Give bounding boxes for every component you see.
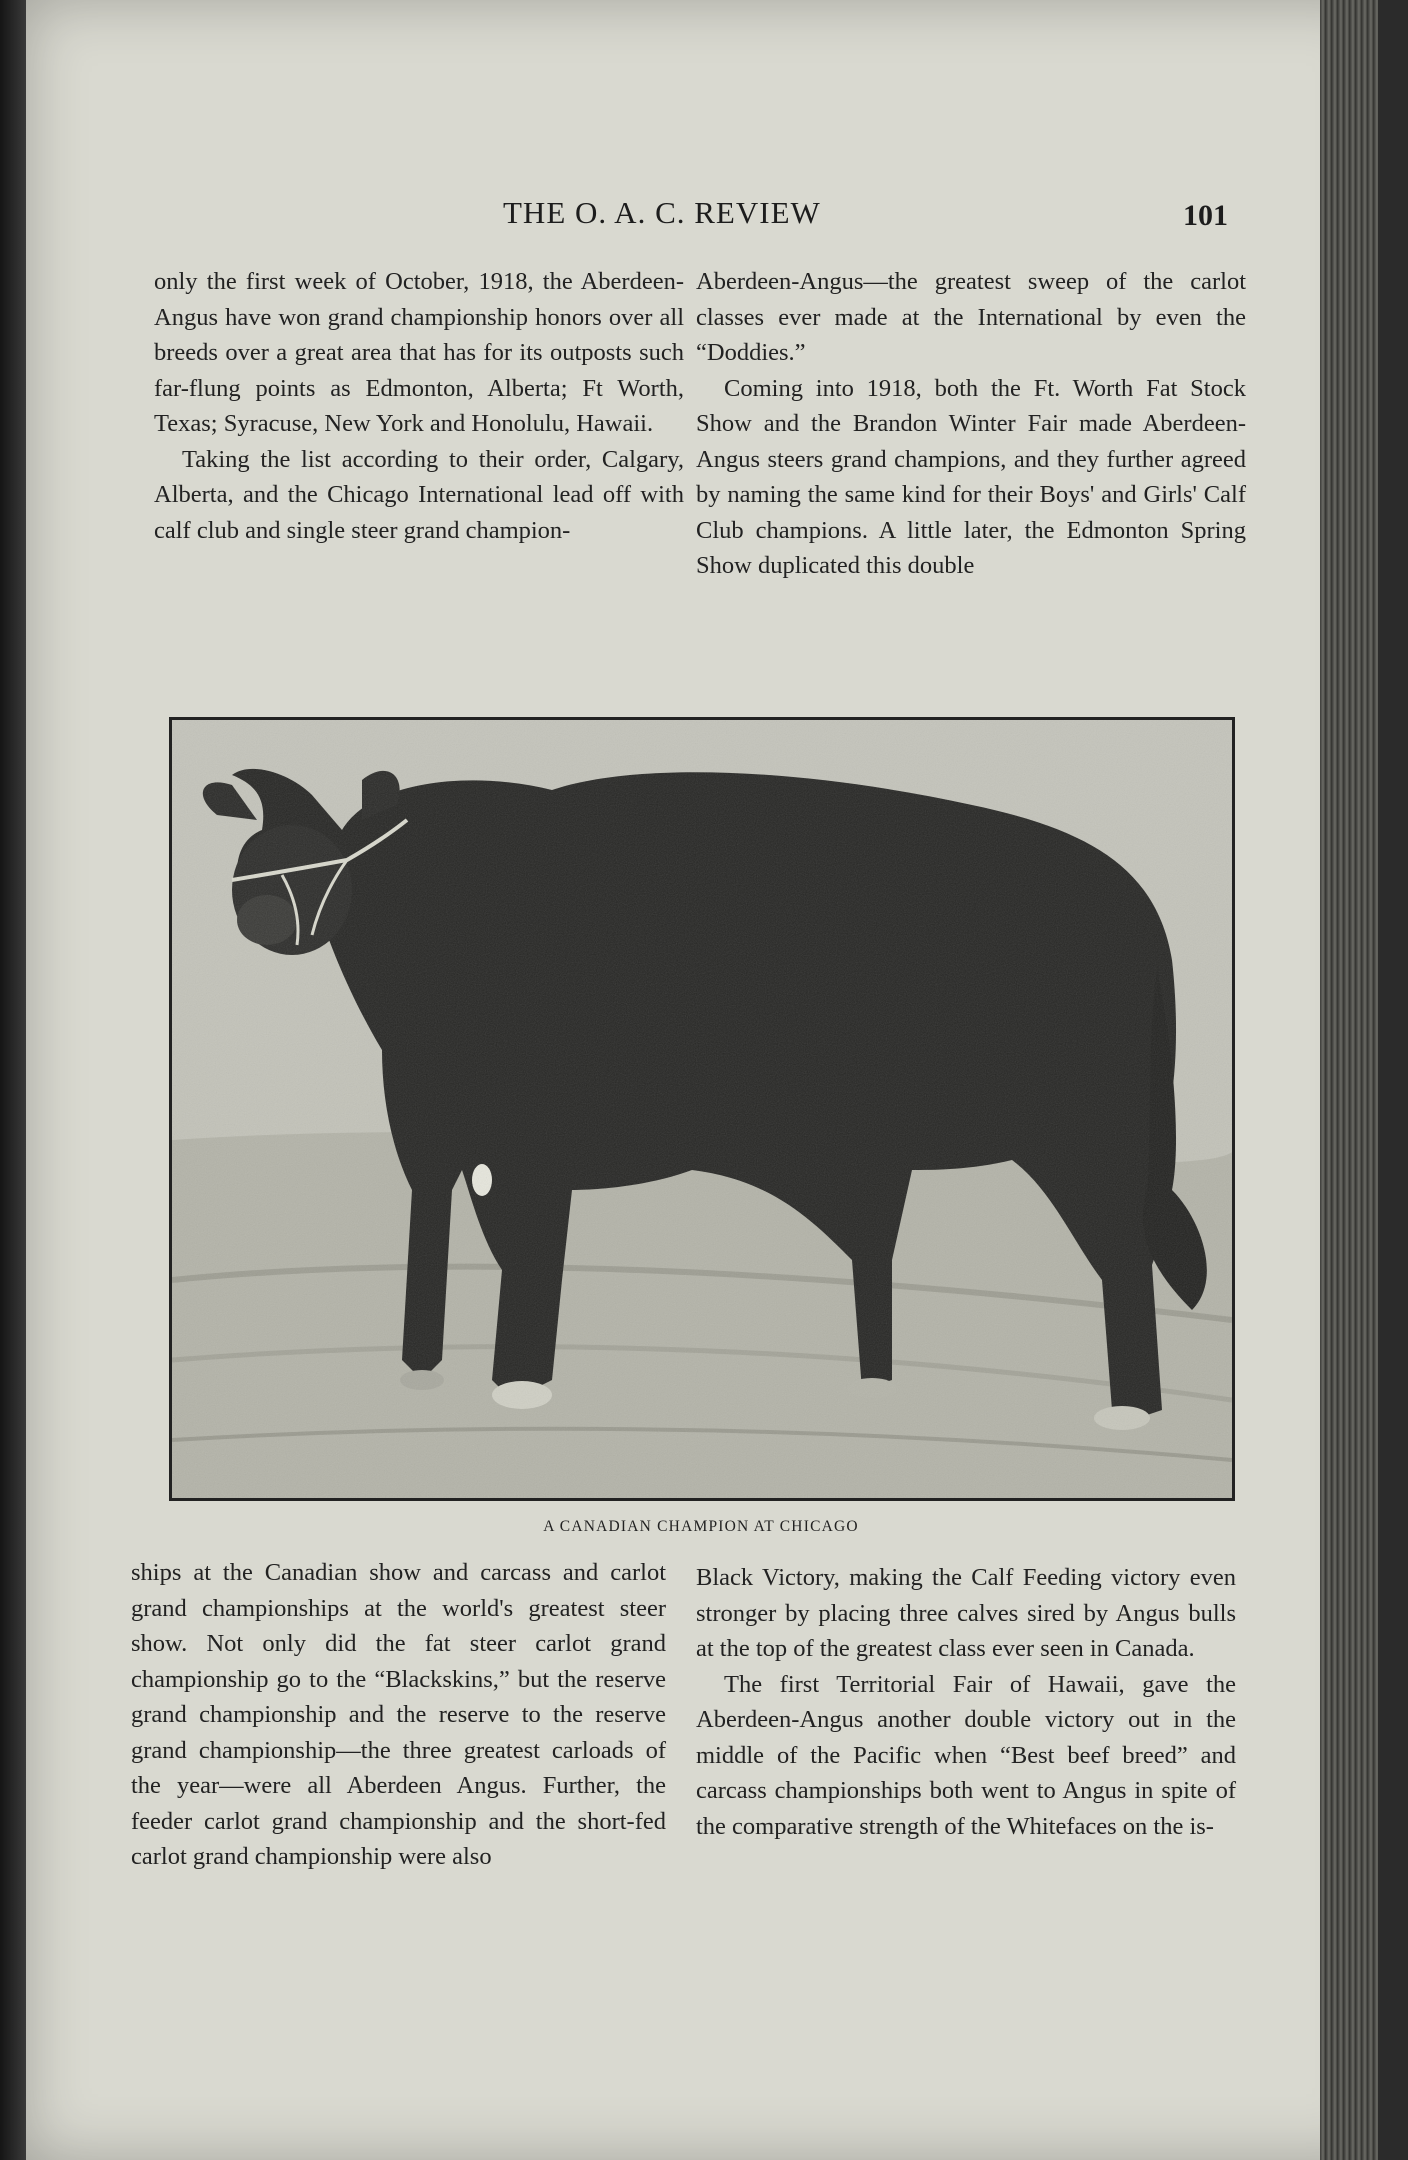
angus-steer-photo-icon <box>172 720 1232 1498</box>
figure-caption: A CANADIAN CHAMPION AT CHICAGO <box>543 1518 859 1535</box>
paragraph: Taking the list according to their order, Calgary, Alberta, and the Chicago International lead off with calf club and single steer grand champion- <box>154 445 684 544</box>
steer-photograph <box>169 717 1235 1501</box>
column-top-right <box>696 264 1246 584</box>
paragraph: The first Territorial Fair of Hawaii, gave the Aberdeen-Angus another double victory out in the middle of the Pacific when “Best beef breed” and carcass championships both went to Angus in spite of the comparative strength of the Whitefaces on the is- <box>696 1670 1236 1840</box>
paragraph: Coming into 1918, both the Ft. Worth Fat Stock Show and the Brandon Winter Fair made Aberdeen-Angus steers grand champions, and they further agreed by naming the same kind for their Boys' and Girls' Calf Club champions. A little later, the Edmonton Spring Show duplicated this double <box>696 374 1246 579</box>
running-header <box>158 195 1248 235</box>
page-stack-edge-right <box>1320 0 1378 2160</box>
column-bottom-right <box>696 1560 1236 1844</box>
paragraph: Black Victory, making the Calf Feeding victory even stronger by placing three calves sired by Angus bulls at the top of the greatest class ever seen in Canada. <box>696 1564 1236 1662</box>
column-bottom-left <box>131 1555 666 1875</box>
magazine-page <box>26 0 1378 2160</box>
paragraph: Aberdeen-Angus—the greatest sweep of the carlot classes ever made at the International by even the “Doddies.” <box>696 268 1246 366</box>
page-binding-edge-left <box>0 0 26 2160</box>
paragraph: only the first week of October, 1918, the Aberdeen-Angus have won grand championship honors over all breeds over a great area that has for its outposts such far-flung points as Edmonton, Alberta; Ft Worth, Texas; Syracuse, New York and Honolulu, Hawaii. <box>154 268 684 437</box>
running-title: THE O. A. C. REVIEW <box>503 195 821 230</box>
page-number: 101 <box>1183 199 1228 232</box>
paragraph: ships at the Canadian show and carcass and carlot grand championships at the world's greatest steer show. Not only did the fat steer carlot grand championship go to the “Blackskins,” but the reserve grand championship and the reserve to the reserve grand championship—the three greatest carloads of the year—were all Aberdeen Angus. Further, the feeder carlot grand championship and the short-fed carlot grand championship were also <box>131 1559 666 1870</box>
column-top-left <box>154 264 684 548</box>
